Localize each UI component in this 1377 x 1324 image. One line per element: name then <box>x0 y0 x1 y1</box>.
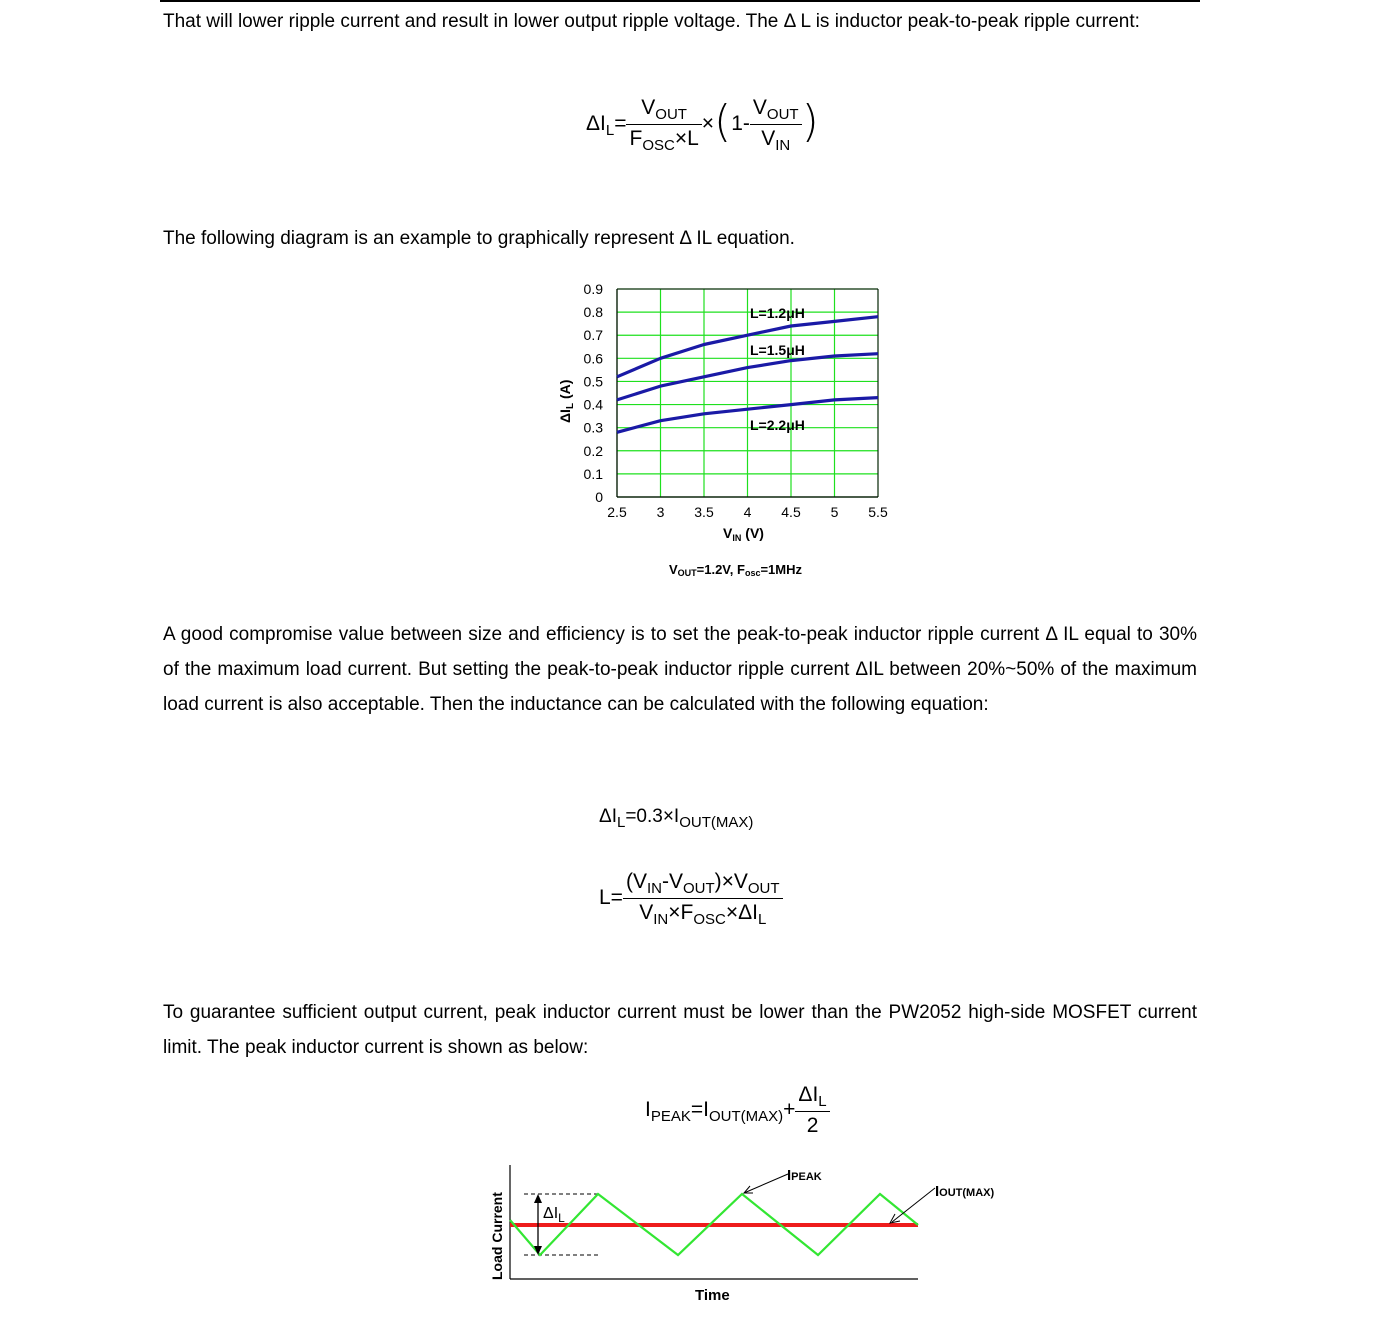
fraction-inductance: $\frac{(V_{IN}-V_{OUT})\times V_{OUT}}{V_{IN}\times F_{OSC}\times\Delta I_L}$ <box>623 868 783 929</box>
ripple-waveform-diagram <box>480 1160 1040 1310</box>
x-tick-label: 3.5 <box>694 504 714 520</box>
x-tick-label: 3 <box>656 504 665 520</box>
equation-ipeak: $I_{PEAK}=I_{OUT(MAX)}+$ $\frac{\Delta I_L}{2}$ <box>645 1081 830 1140</box>
x-axis-label: $V_{IN}$ (V) <box>723 525 764 543</box>
top-rule <box>160 0 1200 2</box>
x-tick-label: 4 <box>743 504 752 520</box>
series-label: L=2.2μH <box>750 417 805 433</box>
equation-inductance: L= $\frac{(V_{IN}-V_{OUT})\times V_{OUT}}{V_{IN}\times F_{OSC}\times\Delta I_L}$ <box>599 868 783 929</box>
chart-caption: VOUT=1.2V, Fosc=1MHz <box>668 562 803 578</box>
ipeak-pointer <box>744 1174 788 1193</box>
equation-delta-il: $\Delta I_L=$ $\frac{V_{OUT}}{F_{OSC}\times L}$ ×(1- $\frac{V_{OUT}}{V_{IN}}$ ) <box>586 96 819 154</box>
delta-il-arrowhead-up <box>534 1194 542 1203</box>
y-tick-label: 0.8 <box>583 304 603 321</box>
x-tick-label: 5 <box>830 504 839 520</box>
ipeak-label: IPEAK <box>787 1167 822 1184</box>
equation-delta-il-30pct: $\Delta I_L=0.3\times I_{OUT(MAX)}$ <box>599 806 754 831</box>
delta-il-label: $\Delta I_L$ <box>543 1205 565 1225</box>
iout-max-pointer-head <box>890 1214 900 1223</box>
paragraph-compromise: A good compromise value between size and efficiency is to set the peak-to-peak inductor ripple current Δ IL equal to 30% of the maximum load current. But setting the peak-to-peak inductor ripple current ΔIL between 20%~50% of the maximum load current is also acceptable. Then the inductance can be calculated with the following equation: <box>163 624 1197 715</box>
x-tick-label: 4.5 <box>781 504 801 520</box>
x-tick-label: 5.5 <box>868 504 888 520</box>
y-tick-label: 0.9 <box>583 281 603 297</box>
delta-il-chart <box>540 278 920 588</box>
y-tick-label: 0.4 <box>583 396 603 413</box>
y-tick-label: 0.6 <box>583 350 603 367</box>
series-label: L=1.5μH <box>750 342 805 358</box>
iout-max-pointer <box>892 1188 935 1222</box>
x-tick-label: 2.5 <box>607 504 627 520</box>
y-tick-label: 0.3 <box>583 419 603 436</box>
fraction-delta-il-over-2: $\frac{\Delta I_L}{2}$ <box>795 1081 829 1140</box>
y-tick-label: 0.5 <box>583 373 603 390</box>
iout-max-label: IOUT(MAX) <box>935 1183 995 1200</box>
y-tick-label: 0.1 <box>583 465 603 482</box>
fraction-vout-over-vin: $\frac{V_{OUT}}{V_{IN}}$ <box>750 94 802 155</box>
y-tick-label: 0 <box>595 489 603 505</box>
y-tick-label: 0.7 <box>583 327 603 344</box>
waveform-ylabel: Load Current <box>489 1192 505 1280</box>
paragraph-peak-current: To guarantee sufficient output current, peak inductor current must be lower than the PW2052 high-side MOSFET current limit. The peak inductor current is shown as below: <box>163 1002 1197 1058</box>
waveform-xlabel: Time <box>695 1287 730 1304</box>
paragraph-ripple-intro: That will lower ripple current and result in lower output ripple voltage. The Δ L is inductor peak-to-peak ripple current: <box>163 11 1140 32</box>
y-tick-label: 0.2 <box>583 442 603 459</box>
fraction-vout-over-fosc-l: $\frac{V_{OUT}}{F_{OSC}\times L}$ <box>626 94 701 155</box>
y-axis-label: $\Delta I_L$ (A) <box>557 379 576 423</box>
series-label: L=1.2μH <box>750 305 805 321</box>
paragraph-diagram-intro: The following diagram is an example to graphically represent Δ IL equation. <box>163 228 795 249</box>
